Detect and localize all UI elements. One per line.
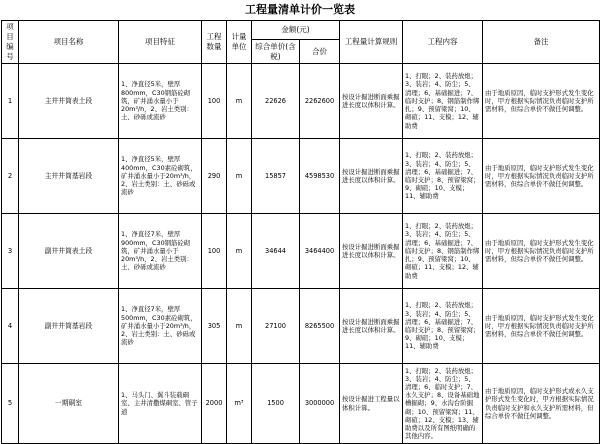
cell-total: 3464400 [300,214,340,289]
cell-unit-price: 15857 [252,139,300,214]
table-header-row [2,21,600,40]
cell-calc-rule: 按设计掘进断面乘掘进长度以体积计算。 [340,64,403,139]
cell-name: 副井井筒基岩段 [19,289,119,364]
cell-index: 5 [2,364,19,444]
header-unit-price: 综合单价(含税) [252,40,300,64]
cell-feature: 1、净直径7米，壁厚500mm，C30素砼砌筑，矿井涌水量小于20m³/h，2、岩土类别：土、砂砾或流砂 [119,289,202,364]
header-unit: 计量单位 [227,21,252,64]
cell-work: 1、打眼；2、装药放炮；3、装岩；4、防尘；5、清理；6、基础掘进；7、临时支护；8、预留梁窝；9、砌碹；10、支模；11、辅助费 [403,139,483,214]
table-row [2,139,600,214]
cell-index: 3 [2,214,19,289]
cell-total: 8265500 [300,289,340,364]
header-calc-rule: 工程量计算规则 [340,21,403,64]
cell-unit: m [227,64,252,139]
cell-note: 由于地质原因，临时支护形式发生变化时，甲方根据实际情况负责临时支护所需材料，但综合单价不做任何调整。 [483,64,600,139]
cell-note: 由于地质原因，临时支护形式发生变化时，甲方根据实际情况负责临时支护所需材料，但综合单价不做任何调整。 [483,289,600,364]
cell-unit-price: 22626 [252,64,300,139]
table-row [2,289,600,364]
cell-calc-rule: 按设计掘进工程量以体积计算。 [340,364,403,444]
cell-calc-rule: 按设计掘进断面乘掘进长度以体积计算。 [340,139,403,214]
cell-name: 主井井筒基岩段 [19,139,119,214]
cell-name: 一期硐室 [19,364,119,444]
cell-name: 副井井筒表土段 [19,214,119,289]
table-row [2,64,600,139]
cell-feature: 1、马头门、翼斗装载硐室、主井清撒煤硐室、管子道 [119,364,202,444]
cell-index: 2 [2,139,19,214]
cell-work: 1、打眼；2、装药放炮；3、装岩；4、防尘；5、清理；6、基础掘进；7、临时支护；8、预留梁窝；9、砌碹；10、支模；11、辅助费 [403,289,483,364]
cell-work: 1、打眼；2、装药放炮；3、装岩；4、防尘；5、清理；6、临时支护；7、永久支护；8、设备基础地槽掘砌；9、水沟台阶掘砌；10、预留梁窝；11、砌碹；12、支模；13、辅助费以及所有图纸明确的其他内容。 [403,364,483,444]
cell-index: 4 [2,289,19,364]
cell-total: 2262600 [300,64,340,139]
cell-note: 由于地质原因，临时支护形式或永久支护形式发生变化时，甲方根据实际情况负责临时支护和永久支护所需材料，但综合单价不做任何调整。 [483,364,600,444]
cell-quantity: 290 [202,139,227,214]
header-amount: 金额(元) [252,21,340,40]
cell-index: 1 [2,64,19,139]
cell-total: 4598530 [300,139,340,214]
header-feature: 项目特征 [119,21,202,64]
cell-name: 主井井筒表土段 [19,64,119,139]
header-name: 项目名称 [19,21,119,64]
cell-unit: m [227,139,252,214]
cell-feature: 1、净直径5米，壁厚400mm，C30素砼砌筑，矿井涌水量小于20m³/h，2、岩土类别：土、砂砾或流砂 [119,139,202,214]
header-note: 备注 [483,21,600,64]
cell-note: 由于地质原因，临时支护形式发生变化时，甲方根据实际情况负责临时支护所需材料，但综合单价不做任何调整。 [483,139,600,214]
page-title: 工程量清单计价一览表 [245,3,355,16]
cell-quantity: 100 [202,214,227,289]
cell-feature: 1、净直径7米，壁厚900mm，C30钢筋砼砌筑，矿井涌水量小于20m³/h，2、岩土类别：土、砂砾或流砂 [119,214,202,289]
cell-calc-rule: 按设计掘进断面乘掘进长度以体积计算。 [340,214,403,289]
cell-unit: m³ [227,364,252,444]
pricing-table [1,20,600,444]
cell-unit-price: 1500 [252,364,300,444]
cell-unit-price: 27100 [252,289,300,364]
cell-work: 1、打眼；2、装药放炮；3、装岩；4、防尘；5、清理；6、基础掘进；7、临时支护；8、钢筋制作绑扎；9、预留梁窝；10、砌碹；11、支模；12、辅助费 [403,64,483,139]
cell-feature: 1、净直径5米，壁厚800mm，C30钢筋砼砌筑，矿井涌水量小于20m³/h，2、岩土类别：土、砂砾或流砂 [119,64,202,139]
cell-total: 3000000 [300,364,340,444]
table-row [2,214,600,289]
table-row [2,364,600,444]
cell-note: 由于地质原因，临时支护形式发生变化时，甲方根据实际情况负责临时支护所需材料，但综合单价不做任何调整。 [483,214,600,289]
cell-calc-rule: 按设计掘进断面乘掘进长度以体积计算。 [340,289,403,364]
header-work: 工程内容 [403,21,483,64]
cell-quantity: 2000 [202,364,227,444]
header-total: 合价 [300,40,340,64]
cell-quantity: 305 [202,289,227,364]
header-index: 项目编号 [2,21,19,64]
cell-unit: m [227,289,252,364]
cell-work: 1、打眼；2、装药放炮；3、装岩；4、防尘；5、清理；6、基础掘进；7、临时支护；8、钢筋制作绑扎；9、预留梁窝；10、砌碹；11、支模；12、辅助费 [403,214,483,289]
cell-unit: m [227,214,252,289]
cell-unit-price: 34644 [252,214,300,289]
cell-quantity: 100 [202,64,227,139]
header-quantity: 工程数量 [202,21,227,64]
